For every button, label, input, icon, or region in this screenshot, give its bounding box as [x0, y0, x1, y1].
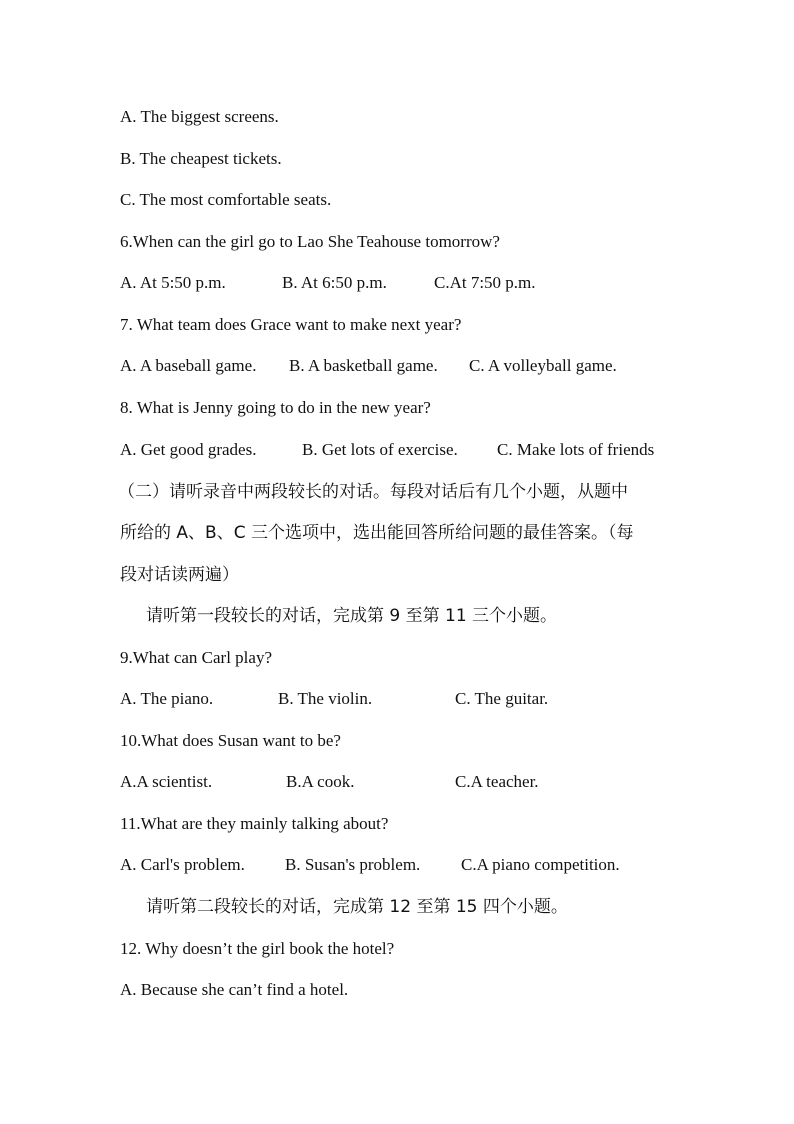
option-a: A. The piano. — [120, 689, 214, 708]
question-8: 8. What is Jenny going to do in the new year? — [120, 398, 431, 417]
question-12-option-a: A. Because she can’t find a hotel. — [120, 980, 349, 999]
option-c: C.A piano competition. — [461, 855, 620, 874]
option-a: A. Get good grades. — [120, 440, 257, 459]
option-a: A. At 5:50 p.m. — [120, 273, 226, 292]
option-b: B.A cook. — [286, 772, 355, 791]
question-12: 12. Why doesn’t the girl book the hotel? — [120, 939, 395, 958]
instruction-dialogue-1: 请听第一段较长的对话，完成第 9 至第 11 三个小题。 — [146, 606, 558, 626]
option-b: B. The violin. — [278, 689, 373, 708]
section-2-heading-line-1: （二）请听录音中两段较长的对话。每段对话后有几个小题，从题中 — [118, 482, 628, 502]
question-10: 10.What does Susan want to be? — [120, 731, 341, 750]
instruction-dialogue-2: 请听第二段较长的对话，完成第 12 至第 15 四个小题。 — [146, 897, 568, 917]
section-2-heading-line-3: 段对话读两遍） — [120, 565, 239, 585]
option-a: A. A baseball game. — [120, 356, 257, 375]
question-6: 6.When can the girl go to Lao She Teahouse tomorrow? — [120, 232, 500, 251]
option-b: B. A basketball game. — [289, 356, 438, 375]
option-b: B. Get lots of exercise. — [302, 440, 458, 459]
question-11: 11.What are they mainly talking about? — [120, 814, 389, 833]
answer-option-a: A. The biggest screens. — [120, 107, 279, 126]
option-b: B. At 6:50 p.m. — [282, 273, 387, 292]
question-7: 7. What team does Grace want to make next year? — [120, 315, 462, 334]
option-c: C.At 7:50 p.m. — [434, 273, 536, 292]
question-9: 9.What can Carl play? — [120, 648, 272, 667]
option-a: A. Carl's problem. — [120, 855, 245, 874]
option-b: B. Susan's problem. — [285, 855, 421, 874]
option-c: C. A volleyball game. — [469, 356, 617, 375]
answer-option-c: C. The most comfortable seats. — [120, 190, 332, 209]
option-a: A.A scientist. — [120, 772, 213, 791]
answer-option-b: B. The cheapest tickets. — [120, 149, 282, 168]
section-2-heading-line-2: 所给的 A、B、C 三个选项中，选出能回答所给问题的最佳答案。（每 — [120, 523, 634, 543]
option-c: C. Make lots of friends — [497, 440, 655, 459]
option-c: C.A teacher. — [455, 772, 539, 791]
option-c: C. The guitar. — [455, 689, 549, 708]
